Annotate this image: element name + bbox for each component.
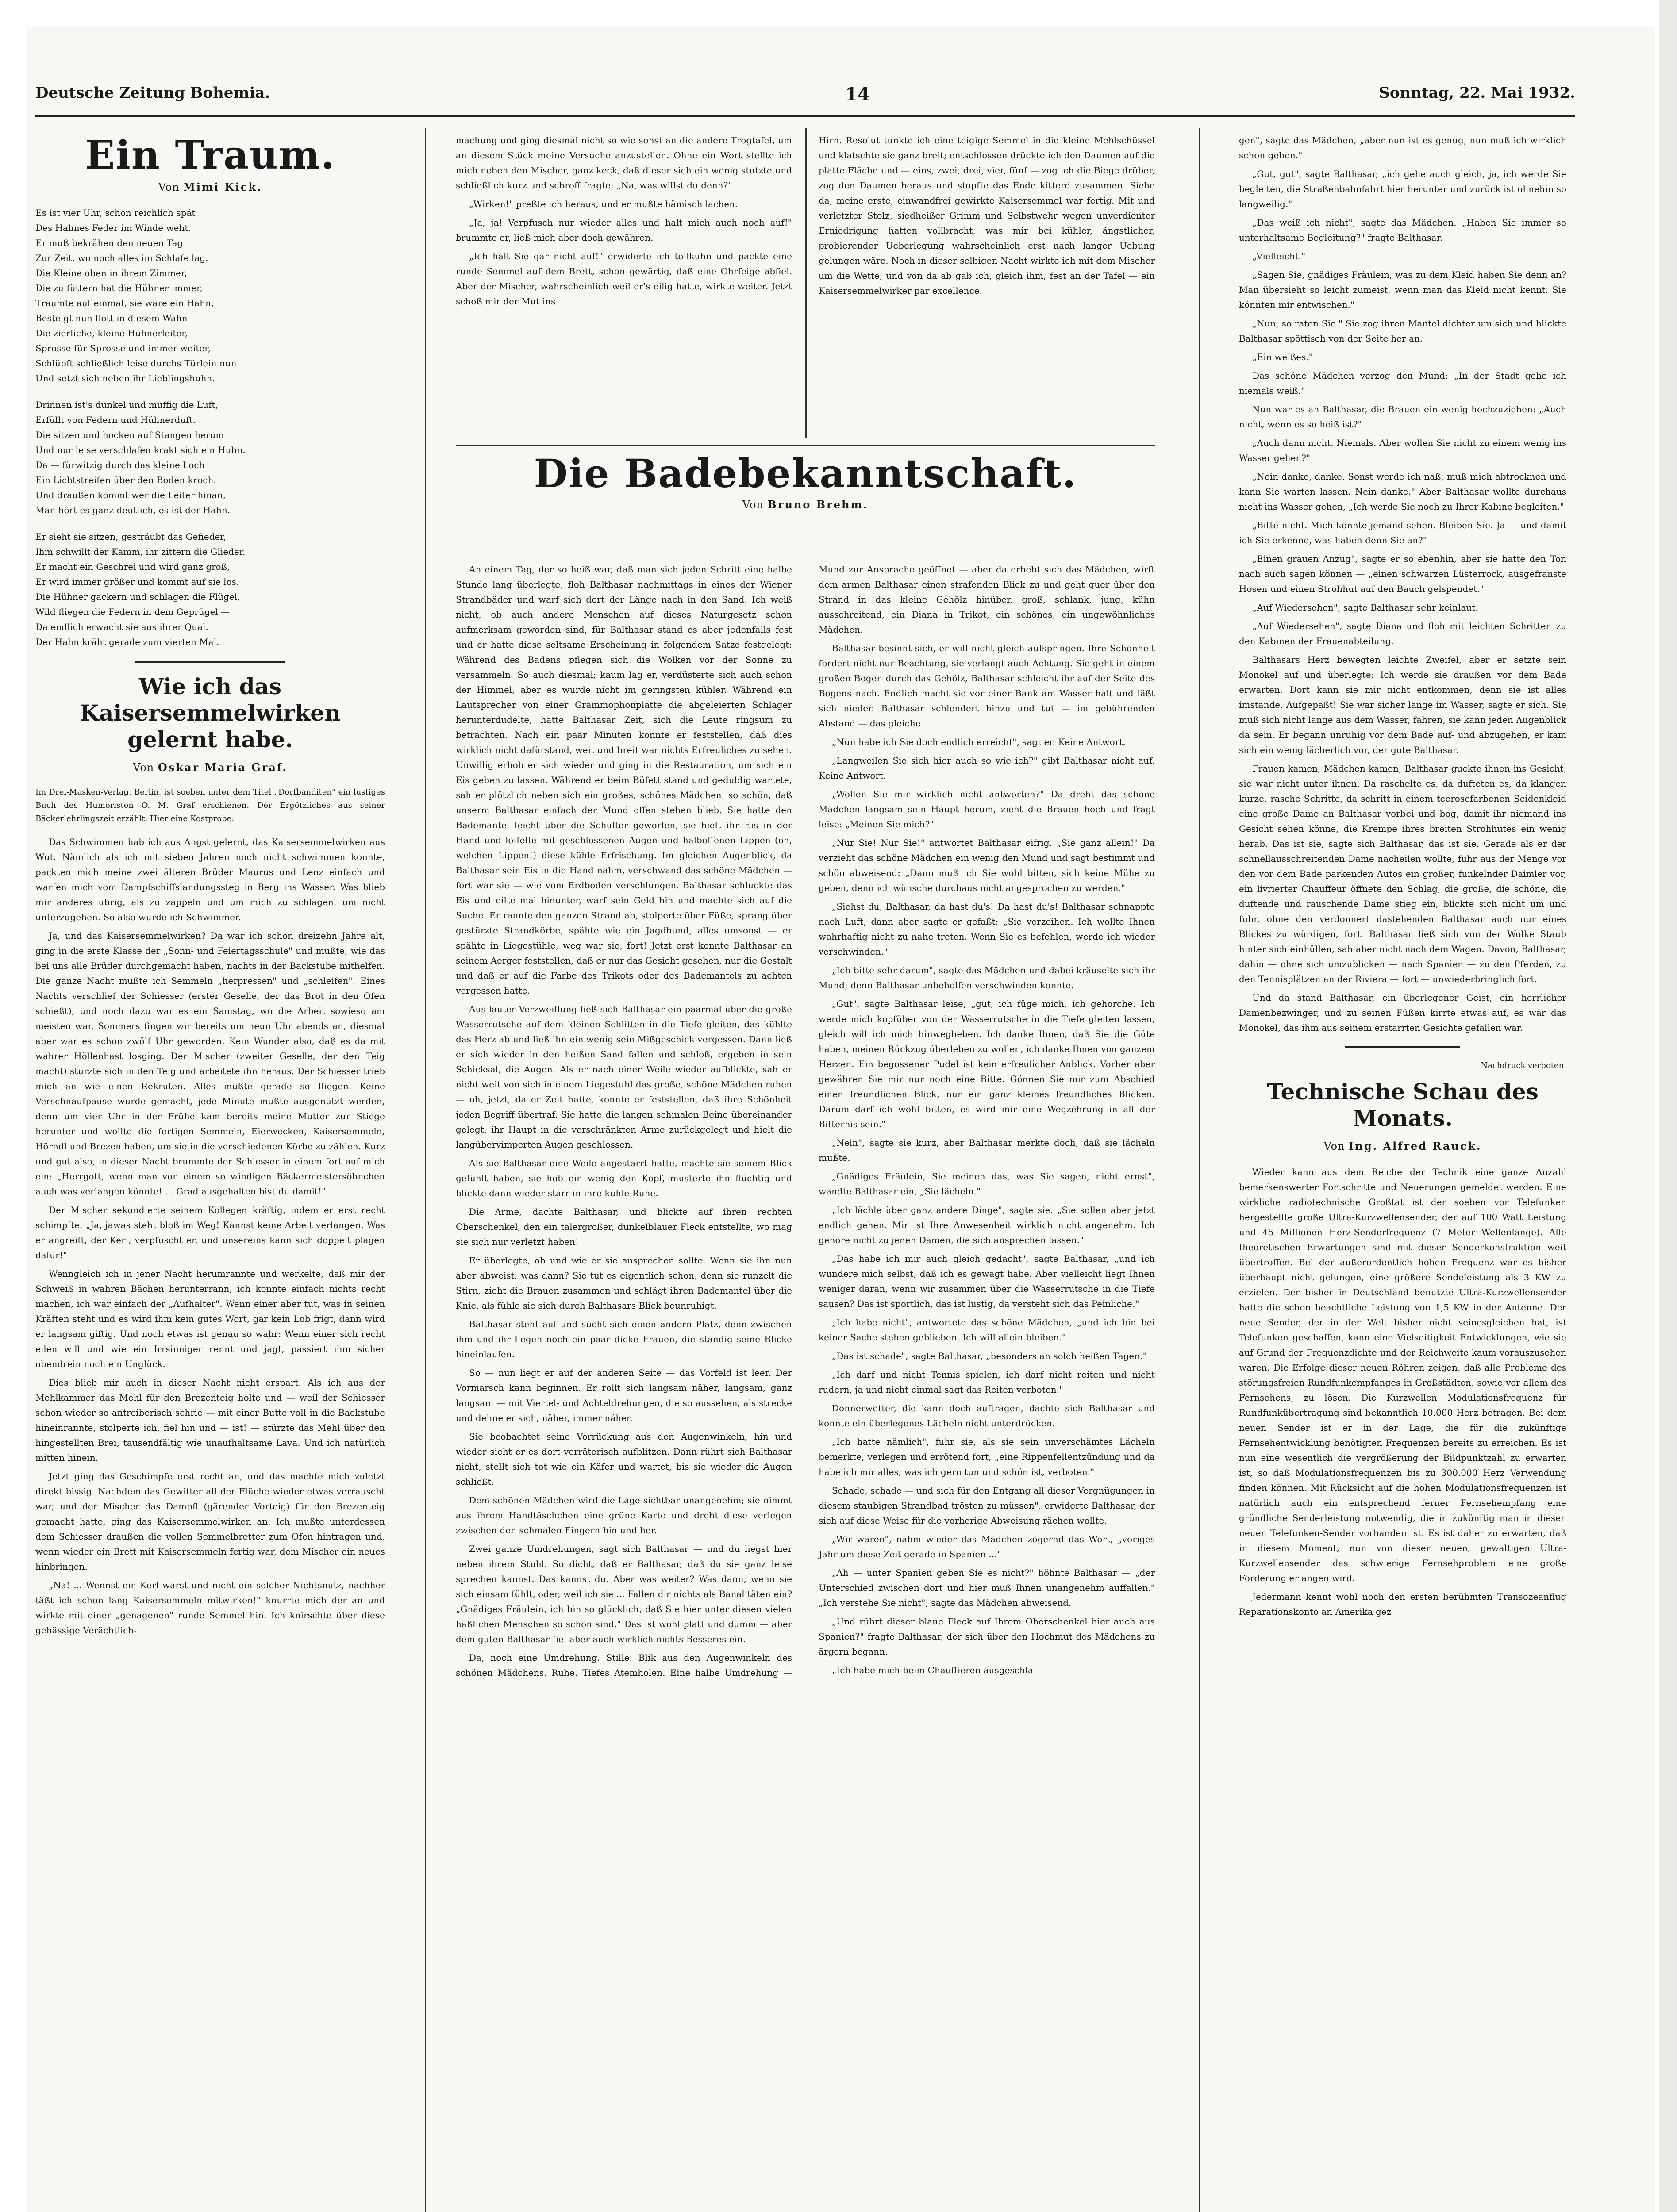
column-rule: [1199, 128, 1200, 2212]
poem-stanza: Drinnen ist's dunkel und muffig die Luft, Erfüllt von Federn und Hühnerduft. Die sitzen und hocken auf Stangen herum Und nur leise verschlafen krakt sich ein Huhn. Da — fürwitzig durch das kleine Loch Ein Lichtstreifen über den Boden kroch. Und draußen kommt wer die Leiter hinan, Man hört es ganz deutlich, es ist der Hahn.: [35, 399, 246, 515]
article-paragraph: „Na! ... Wennst ein Kerl wärst und nicht ein solcher Nichtsnutz, nachher täßt ich schon lang Kaisersemmeln mitwirken!" knurrte mich der an und wirkte mit einer „genagenen" runde Semmel hin. Ich knirschte über diese gehässige Verächtlich-: [35, 1580, 385, 1636]
story-paragraph: Balthasar steht auf und sucht sich einen andern Platz, denn zwischen ihm und ihr liegen noch ein paar dicke Frauen, die ständig seine Blicke hineinlaufen.: [456, 1319, 792, 1359]
story-paragraph: „Gut, gut", sagte Balthasar, „ich gehe auch gleich, ja, ich werde Sie begleiten, die Straßenbahnfahrt hier herunter und zurück ist ohnehin so langweilig.": [1239, 169, 1566, 209]
story-paragraph: „Nun habe ich Sie doch endlich erreicht", sagt er. Keine Antwort.: [832, 737, 1126, 747]
story-title: Die Badebekanntschaft.: [534, 450, 1077, 496]
story-header: [456, 451, 1155, 522]
article-paragraph: „Ja, ja! Verpfusch nur wieder alles und halt mich auch noch auf!" brummte er, ließ mich aber doch gewähren.: [456, 217, 792, 243]
article-paragraph: Ja, und das Kaisersemmelwirken? Da war ich schon dreizehn Jahre alt, ging in die erste Klasse der „Sonn- und Feiertagsschule" und mußte, wie das bei uns alle Brüder durchgemacht haben, nachts in der Backstube mithelfen. Die ganze Nacht mußte ich Semmeln „herpressen" und „schleifen". Eines Nachts verschlief der Schiesser (erster Geselle, der das Brot in den Ofen schießt), und noch dazu war es ein Samstag, wo die Arbeit sowieso am meisten war. Sommers fingen wir bereits um neun Uhr abends an, diesmal aber war es schon zwölf Uhr geworden. Kein Wunder also, daß es da mit wahrer Höllenhast losging. Der Mischer (zweiter Geselle, der den Teig macht) stürzte sich in den Teig und arbeitete ihn heraus. Der Schiesser trieb mich an wie einen Rekruten. Alles mußte gerade so fliegen. Keine Verschnaufpause wurde gemacht, jede Minute mußte ausgenützt werden, denn um vier Uhr in der Frühe kam bereits meine Mutter zur Stiege herunter und wollte die fertigen Semmeln, Eierwecken, Kaisersemmeln, Hörndl und Brezen haben, um sie in die verschiedenen Körbe zu zählen. Kurz und gut also, in dieser Nacht brummte der Schiesser in einem fort auf mich ein: „Herrgott, wenn man von einem so windigen Bäckermeistersöhnchen auch was verlangen könnte! ... Grad ausgehalten bist du damit!": [35, 930, 385, 1197]
article-paragraph: Jedermann kennt wohl noch den ersten berühmten Transozeanflug Reparationskonto an Amerika gez: [1239, 1591, 1566, 1617]
section-divider: [456, 445, 1155, 446]
story-byline: [456, 498, 1155, 511]
story-author: Bruno Brehm.: [767, 498, 869, 511]
story-paragraph: gen", sagte das Mädchen, „aber nun ist es genug, nun muß ich wirklich schon gehen.": [1239, 135, 1566, 161]
byline-prefix: Von: [742, 499, 764, 511]
poem-title: Ein Traum.: [85, 133, 335, 178]
article-paragraph: Hirn. Resolut tunkte ich eine teigige Semmel in die kleine Mehlschüssel und klatschte sie ganz breit; entschlossen drückte ich den Daumen auf die platte Fläche und — eins, zwei, drei, vier, fünf — zog ich die Biege drüber, zog den Daumen heraus und stopfte das Ende kitterd zusammen. Siehe da, meine erste, einwandfrei gewirkte Kaisersemmel war fertig. Mit und verletzter Stolz, siedheißer Grimm und Selbstwehr wegen unverdienter Erniedrigung hatten vollbracht, was mir bei kühler, ängstlicher, probierender Ueberlegung wahrscheinlich erst nach langer Uebung gelungen wäre. Noch in dieser selbigen Nacht wirkte ich mit dem Mischer um die Wette, und von da ab gab ich, gleich ihm, fest an der Tafel — ein Kaisersemmelwirker par excellence.: [819, 135, 1155, 296]
column-3: [819, 133, 1155, 442]
story-paragraph: „Ich lächle über ganz andere Dinge", sagte sie. „Sie sollen aber jetzt endlich gehen. Mir ist Ihre Anwesenheit wirklich nicht angenehm. Ich gehöre nicht zu jenen Damen, die sich ansprechen lassen.": [819, 1205, 1155, 1245]
story-paragraph: Das schöne Mädchen verzog den Mund: „In der Stadt gehe ich niemals weiß.": [1239, 370, 1566, 396]
story-paragraph: „Bitte nicht. Mich könnte jemand sehen. Bleiben Sie. Ja — und damit ich Sie erkenne, was haben denn Sie an?": [1239, 520, 1566, 545]
story-paragraph: „Ich darf und nicht Tennis spielen, ich darf nicht reiten und nicht rudern, ja und nicht einmal sagt das Reiten verboten.": [819, 1369, 1155, 1395]
article-paragraph: Der Mischer sekundierte seinem Kollegen kräftig, indem er erst recht schimpfte: „Ja, jawas steht bloß im Weg! Kannst keine Arbeit verlangen. Was er angreift, der Kerl, verpfuscht er, und unsereins kann sich doppelt plagen dafür!": [35, 1205, 385, 1260]
story-paragraph: Und da stand Balthasar, ein überlegener Geist, ein herrlicher Damenbezwinger, und zu seinen Füßen kirrte etwas auf, es war das Monokel, das ihm aus seinem erstarrten Gesichte gefallen war.: [1239, 992, 1566, 1033]
story-paragraph: „Wollen Sie mir wirklich nicht antworten?" Da dreht das schöne Mädchen langsam sein Haupt herum, zieht die Brauen hoch und fragt leise: „Meinen Sie mich?": [819, 789, 1155, 830]
story-paragraph: „Ich habe mich beim Chauffieren ausgeschla-: [832, 1665, 1036, 1675]
story-paragraph: Donnerwetter, die kann doch auftragen, dachte sich Balthasar und konnte ein überlegenes Lächeln nicht unterdrücken.: [819, 1403, 1155, 1429]
article-paragraph: Dies blieb mir auch in dieser Nacht nicht erspart. Als ich aus der Mehlkammer das Mehl für den Brezenteig holte und — weil der Schiesser schon wieder so antreiberisch schrie — mit einer Butte voll in die Backstube hineinrannte, stolperte ich, fiel hin und — ist! — stürzte das Mehl über den hingestellten Brei, tausendfältig wie unaufhaltsame Lava. Und ich natürlich mitten hinein.: [35, 1377, 385, 1463]
page-header: [35, 84, 1575, 117]
poem-author: Mimi Kick.: [183, 180, 262, 193]
story-paragraph: „Langweilen Sie sich hier auch so wie ich?" gibt Balthasar nicht auf. Keine Antwort.: [819, 755, 1155, 781]
column-4: [1239, 133, 1566, 2212]
column-1: [35, 133, 385, 2212]
story-paragraph: „Sagen Sie, gnädiges Fräulein, was zu dem Kleid haben Sie denn an? Man übersieht so leicht zumeist, wenn man das Kleid nicht kennt. Sie könnten mir entwischen.": [1239, 269, 1566, 310]
story-paragraph: „Ich bitte sehr darum", sagte das Mädchen und dabei kräuselte sich ihr Mund; denn Balthasar unbeholfen verschwinden konnte.: [819, 965, 1155, 991]
poem-stanza: Er sieht sie sitzen, gesträubt das Gefieder, Ihm schwillt der Kamm, ihr zittern die Glieder. Er macht ein Geschrei und wird ganz groß, Er wird immer größer und kommt auf sie los. Die Hühner gackern und schlagen die Flügel, Wild fliegen die Federn in dem Geprügel — Da endlich erwacht sie aus ihrer Qual. Der Hahn kräht gerade zum vierten Mal.: [35, 531, 246, 647]
story-paragraph: „Ah — unter Spanien geben Sie es nicht?" höhnte Balthasar — „der Unterschied zwischen dort und hier muß Ihnen unangenehm auffallen." „Ich verstehe Sie nicht", sagte das Mädchen abweisend.: [819, 1567, 1155, 1608]
article-author: Oskar Maria Graf.: [158, 761, 288, 774]
article-intro: Im Drei-Masken-Verlag, Berlin, ist soeben unter dem Titel „Dorfbanditen" ein lustiges Buch des Humoristen O. M. Graf erschienen. Der Ergötzliches aus seiner Bäckerlehrlingszeit erzählt. Hier eine Kostprobe:: [35, 787, 385, 823]
story-paragraph: „Ich hatte nämlich", fuhr sie, als sie sein unverschämtes Lächeln bemerkte, verlegen und errötend fort, „eine Rippenfellentzündung und da habe ich mir alles, was ich gern tun und schön ist, verboten.": [819, 1436, 1155, 1477]
story-paragraph: Aus lauter Verzweiflung ließ sich Balthasar ein paarmal über die große Wasserrutsche auf dem kleinen Schlitten in die Tiefe gleiten, das kühlte das Herz ab und ließ ihn ein wenig sein Mißgeschick vergessen. Dann ließ er sich wieder in den heißen Sand fallen und schloß, ergeben in sein Schicksal, die Augen. Als er nach einer Weile wieder aufblickte, sah er nicht weit von sich in einem Liegestuhl das große, schöne Mädchen ruhen — oh, jetzt, da er Zeit hatte, konnte er feststellen, daß ihre Schönheit jeden Begriff übertraf. Sie hatte die langen schmalen Beine übereinander gelegt, ihr Haupt in die verschränkten Arme zurückgelegt und hielt die langübervimperten Augen geschlossen.: [456, 1004, 792, 1150]
newspaper-page: [27, 27, 1655, 2212]
story-paragraph: Da, noch eine Umdrehung. Stille. Blik aus den Augenwinkeln des schönen Mädchens. Ruhe. Tiefes Atemholen. Eine halbe Umdrehung — Mund zur Ansprache geöffnet — aber da erhebt sich das Mädchen, wirft dem armen Balthasar einen strafenden Blick zu und geht quer über den Strand in das kleine Gehölz hinüber, groß, schlank, jung, kühn ausschreitend, ein Diana in Trikot, ein schönes, ein ungewöhnliches Mädchen.: [456, 564, 1155, 1678]
tech-author: Ing. Alfred Rauck.: [1349, 1140, 1482, 1152]
byline-prefix: Von: [1323, 1140, 1345, 1152]
story-paragraph: Die Arme, dachte Balthasar, und blickte auf ihren rechten Oberschenkel, den ein talergroßer, dunkelblauer Fleck entstellte, wo mag sie sich nur verletzt haben!: [456, 1206, 792, 1247]
article-paragraph: Wenngleich ich in jener Nacht herumrannte und werkelte, daß mir der Schweiß in wahren Bächen herunterrann, ich konnte einfach nichts recht machen, ich war einfach der „Aufhalter". Wenn einer aber tut, was in seinen Kräften steht und es wird ihm kein gutes Wort, gar kein Lob frigt, dann wird er langsam giftig. Und noch etwas ist genau so wahr: Wenn einer sich recht eilen will und wie ein Irrsinniger rennt und jagt, passiert ihm sicher obendrein noch ein Unglück.: [35, 1268, 385, 1369]
story-paragraph: „Siehst du, Balthasar, da hast du's! Da hast du's! Balthasar schnappte nach Luft, dann aber sagte er gefaßt: „Sie verzeihen. Ich wollte Ihnen wahrhaftig nicht zu nahe treten. Wenn Sie es befehlen, werde ich wieder verschwinden.": [819, 901, 1155, 957]
newspaper-name: Deutsche Zeitung Bohemia.: [35, 84, 270, 102]
poem-byline: [35, 180, 385, 195]
story-paragraph: Balthasars Herz bewegten leichte Zweifel, aber er setzte sein Monokel auf und überlegte: Ich werde sie draußen vor dem Bade erwarten. Dort kann sie mir nicht entkommen, denn sie ist alles imstande. Aufgepaßt! Sie war sicher lange im Wasser, sagte er sich. Sie muß sich nicht lange aus dem Wasser, fahren, sie kann jeden Augenblick da sein. Er begann unruhig vor dem Bade auf- und abzugehen, er kam sich ein wenig lächerlich vor, der gute Balthasar.: [1239, 654, 1566, 755]
article-byline: [35, 760, 385, 775]
story-paragraph: „Ein weißes.": [1252, 352, 1313, 362]
story-paragraph: Er überlegte, ob und wie er sie ansprechen sollte. Wenn sie ihn nun aber abweist, was dann? Sie tut es eigentlich schon, denn sie runzelt die Stirn, zieht die Brauen zusammen und schlägt ihren Bademantel über die Knie, als fühle sie sich durch Balthasars Blick beunruhigt.: [456, 1255, 792, 1311]
story-paragraph: „Auch dann nicht. Niemals. Aber wollen Sie nicht zu einem wenig ins Wasser gehen?": [1239, 438, 1566, 463]
article-paragraph: „Ich halt Sie gar nicht auf!" erwiderte ich tollkühn und packte eine runde Semmel auf dem Brett, schon gewärtig, daß eine Ohrfeige abfiel. Aber der Mischer, wahrscheinlich weil er's eilig hatte, wirkte weiter. Jetzt schoß mir der Mut ins: [456, 251, 792, 307]
byline-prefix: Von: [133, 761, 154, 774]
story-paragraph: „Gnädiges Fräulein, Sie meinen das, was Sie sagen, nicht ernst", wandte Balthasar ein, „Sie lächeln.": [819, 1171, 1155, 1197]
article-paragraph: Wieder kann aus dem Reiche der Technik eine ganze Anzahl bemerkenswerter Fortschritte und Neuerungen gemeldet werden. Eine wirkliche radiotechnische Großtat ist der soeben vor Telefunken hergestellte große Ultra-Kurzwellensender, der auf 100 Watt Leistung und 45 Millionen Herz-Senderfrequenz (7 Meter Wellenlänge). Alle theoretischen Erwartungen sind mit dieser Senderkonstruktion weit übertroffen. Bei der außerordentlich hohen Frequenz war es bisher überhaupt nicht gelungen, eine größere Sendeleistung als 3 KW zu erzielen. Der bisher in Deutschland benutzte Ultra-Kurzwellensender hatte die schon beachtliche Leistung von 1,5 KW in der Antenne. Der neue Sender, der in der Welt bisher nicht seinesgleichen hat, ist Telefunken geschaffen, kann eine Vielseitigkeit Entwicklungen, wie sie auf Grund der Frequenzdichte und der Reichweite kaum vorauszusehen waren. Die Erfolge dieser neuen Röhren zeigen, daß alle Probleme des störungsfreien Rundfunkempfanges in Großstädten, sowie vor allem des Fernsehens, zu lösen. Die Kurzwellen Modulationsfrequenz für Rundfunkübertragung sind bekanntlich 10.000 Herz betragen. Bei dem neuen Sender ist er in der Lage, die für die zukünftige Fernsehentwicklung benötigten Frequenzen bereits zu erreichen. Es ist nun eine wesentlich die vergrößerung der Bildpunktzahl zu erwarten ist, so daß Modulationsfrequenzen bis zu 300.000 Herz Verwendung finden können. Mit Rücksicht auf die hohen Modulationsfrequenzen ist natürlich auch ein entsprechend ferner Fernsehempfang eine gründliche Senderleistung notwendig, die in zukünftig man in diesen neuen Telefunken-Sender vorhanden ist. Es ist daher zu erwarten, daß in diesem Moment, nun von dieser neuen, gewaltigen Ultra-Kurzwellensender das schwierige Fernsehproblem eine große Förderung erlangen wird.: [1239, 1167, 1566, 1583]
story-paragraph: Schade, schade — und sich für den Entgang all dieser Vergnügungen in diesem staubigen Strandbad trösten zu müssen", erwiderte Balthasar, der sich auf diese Weise für die vorherige Abweisung rächen wollte.: [819, 1485, 1155, 1526]
story-paragraph: „Nun, so raten Sie." Sie zog ihren Mantel dichter um sich und blickte Balthasar spöttisch von der Seite her an.: [1239, 318, 1566, 344]
story-paragraph: „Auf Wiedersehen", sagte Balthasar sehr keinlaut.: [1252, 602, 1478, 613]
story-paragraph: So — nun liegt er auf der anderen Seite — das Vorfeld ist leer. Der Vormarsch kann beginnen. Er rollt sich langsam näher, langsam, ganz langsam — mit Viertel- und Achteldrehungen, die so aussehen, als strecke und dehne er sich, näher, immer näher.: [456, 1367, 792, 1423]
tech-byline: [1239, 1139, 1566, 1154]
story-paragraph: Zwei ganze Umdrehungen, sagt sich Balthasar — und du liegst hier neben ihrem Stuhl. So dicht, daß er Balthasar, daß du sie ganz leise sprechen kannst. Das kannst du. Aber was weiter? Was dann, wenn sie sich einsam fühlt, oder, weil ich sie ... Fallen dir nichts als Banalitäten ein? „Gnädiges Fräulein, ich bin so glücklich, daß Sie hier unter diesen vielen häßlichen Menschen so schön sind." Das ist wohl platt und dumm — aber dem guten Balthasar fiel aber auch wirklich nichts Besseres ein.: [456, 1544, 792, 1644]
section-divider: [135, 661, 285, 663]
story-paragraph: Nun war es an Balthasar, die Brauen ein wenig hochzuziehen: „Auch nicht, wenn es so heiß ist?": [1239, 404, 1566, 430]
story-continuation: [1239, 133, 1566, 1035]
column-2: [456, 133, 792, 442]
story-paragraph: „Auf Wiedersehen", sagte Diana und floh mit leichten Schritten zu den Kabinen der Frauenabteilung.: [1239, 621, 1566, 646]
story-paragraph: „Nein danke, danke. Sonst werde ich naß, muß mich abtrocknen und kann Sie warten lassen. Nein danke." Aber Balthasar wollte durchaus nicht ins Wasser gehen, „Ich werde Sie noch zu Ihrer Kabine begleiten.": [1239, 471, 1566, 512]
story-paragraph: „Das weiß ich nicht", sagte das Mädchen. „Haben Sie immer so unterhaltsame Begleitung?" fragte Balthasar.: [1239, 217, 1566, 243]
story-paragraph: Balthasar besinnt sich, er will nicht gleich aufspringen. Ihre Schönheit fordert nicht nur Beachtung, sie verlangt auch Achtung. Sie geht in einem großen Bogen durch das Gehölz, Balthasar schleicht ihr auf der Seite des Bogens nach. Endlich macht sie vor einer Bank am Wasser halt und läßt sich nieder. Balthasar schlendert hinzu und tut — im gebührenden Abstand — das gleiche.: [819, 643, 1155, 729]
story-paragraph: Als sie Balthasar eine Weile angestarrt hatte, machte sie seinem Blick gefühlt haben, sie hob ein wenig den Kopf, musterte ihn flüchtig und blickte dann wieder starr in ihre kühle Ruhe.: [456, 1158, 792, 1198]
page-edge: [1659, 0, 1677, 2212]
article-paragraph: „Wirken!" preßte ich heraus, und er mußte hämisch lachen.: [469, 199, 738, 209]
story-paragraph: „Und rührt dieser blaue Fleck auf Ihrem Oberschenkel hier auch aus Spanien?" fragte Balthasar, der sich über den Hochmut des Mädchens zu ärgern begann.: [819, 1616, 1155, 1657]
story-body: [456, 562, 1155, 2212]
page-number: 14: [845, 84, 870, 105]
reprint-notice: Nachdruck verboten.: [1481, 1061, 1566, 1070]
story-paragraph: Sie beobachtet seine Vorrückung aus den Augenwinkeln, hin und wieder sieht er es dort verräterisch aufblitzen. Dann rührt sich Balthasar nicht, stellt sich tot wie ein Käfer und wartet, bis sie wieder die Augen schließt.: [456, 1431, 792, 1487]
story-paragraph: „Ich habe nicht", antwortete das schöne Mädchen, „und ich bin bei keiner Sache stehen geblieben. Ich will allein bleiben.": [819, 1317, 1155, 1343]
story-paragraph: Frauen kamen, Mädchen kamen, Balthasar guckte ihnen ins Gesicht, sie war nicht unter ihnen. Da raschelte es, da dufteten es, da klangen kurze, rasche Schritte, da schritt in einem teerosefarbenen Seidenkleid eine große Dame an Balthasar vorbei und bog, damit ihr niemand ins Gesicht sehen könne, die Krempe ihres breiten Strohhutes ein wenig herab. Das ist sie, sagte sich Balthasar, das ist sie. Gerade als er der schnellausschreitenden Dame nacheilen wollte, fuhr aus der Menge vor den vor dem Bade parkenden Autos ein großer, funkelnder Daimler vor, ein livrierter Chauffeur öffnete den Schlag, die große, die schöne, die duftende und rauschende Dame stieg ein, blickte sich nicht um und fuhr, ohne den verdonnert dastehenden Balthasar auch nur eines Blickes zu würdigen, fort. Balthasar ließ sich von der Wolke Staub hinter sich einhüllen, sah aber nicht nach dem Wagen. Davon, Balthasar, dahin — ohne sich umzublicken — nach Spanien — zu den Pferden, zu den Tennisplätzen an der Riviera — fort — unwiederbringlich fort.: [1239, 763, 1566, 984]
article-paragraph: Das Schwimmen hab ich aus Angst gelernt, das Kaisersemmelwirken aus Wut. Nämlich als ich mit sieben Jahren noch nicht schwimmen konnte, packten mich meine zwei älteren Brüder Maurus und Lenz einfach und warfen mich vom Dampfschiffslandungssteg in Berg ins Wasser. Was blieb mir anderes übrig, als zu zappeln und um mich zu schlagen, um nicht unterzugehen. So also wurde ich Schwimmer.: [35, 837, 385, 922]
story-paragraph: „Vielleicht.": [1252, 251, 1306, 261]
story-paragraph: „Einen grauen Anzug", sagte er so ebenhin, aber sie hatte den Ton nach auch sagen können — „einen schwarzen Lüsterrock, ausgefranste Hosen und einen Strohhut auf den Bauch gelspendet.": [1239, 553, 1566, 594]
story-paragraph: „Wir waren", nahm wieder das Mädchen zögernd das Wort, „voriges Jahr um diese Zeit gerade in Spanien ...": [819, 1534, 1155, 1559]
article-title: Wie ich das Kaisersemmelwirken gelernt habe.: [80, 673, 341, 753]
section-divider: [1345, 1046, 1460, 1048]
byline-prefix: Von: [158, 181, 180, 193]
story-paragraph: „Nein", sagte sie kurz, aber Balthasar merkte doch, daß sie lächeln mußte.: [819, 1137, 1155, 1163]
article-paragraph: Jetzt ging das Geschimpfe erst recht an, und das machte mich zuletzt direkt bissig. Nachdem das Gewitter all der Flüche wieder etwas verrauscht war, und der Mischer das Dampfl (gärender Vorteig) für den Brezenteig gemacht hatte, ging das Kaisersemmelwirken an. Ich mußte unterdessen dem Schiesser draußen die vollen Semmelbretter zum Ofen hintragen und, wenn wieder ein Brett mit Kaisersemmeln fertig war, dem Mischer ein neues hinbringen.: [35, 1471, 385, 1572]
poem-stanza: Es ist vier Uhr, schon reichlich spät Des Hahnes Feder im Winde weht. Er muß bekrähen den neuen Tag Zur Zeit, wo noch alles im Schlafe lag. Die Kleine oben in ihrem Zimmer, Die zu füttern hat die Hühner immer, Träumte auf einmal, sie wäre ein Hahn, Besteigt nun flott in diesem Wahn Die zierliche, kleine Hühnerleiter, Sprosse für Sprosse und immer weiter, Schlüpft schließlich leise durchs Türlein nun Und setzt sich neben ihr Lieblingshuhn.: [35, 207, 237, 384]
issue-date: Sonntag, 22. Mai 1932.: [1379, 84, 1575, 102]
story-paragraph: „Gut", sagte Balthasar leise, „gut, ich füge mich, ich gehorche. Ich werde mich kopfüber von der Wasserrutsche in die Tiefe gleiten lassen, gleich will ich mich hinwegheben. Ich danke Ihnen, daß Sie die Güte haben, meinen Rückzug überleben zu wollen, ich danke Ihnen von ganzem Herzen. Ein begossener Pudel ist kein erfreulicher Anblick. Vorher aber gewähren Sie mir nur noch eine Bitte. Gönnen Sie mir zum Abschied einen freundlichen Blick, nur ein ganz kleines freundliches Blicken. Darum darf ich wohl bitten, es wird mir eine Wegzehrung in all der Bitternis sein.": [819, 998, 1155, 1129]
article-paragraph: machung und ging diesmal nicht so wie sonst an die andere Trogtafel, um an diesem Stück meine Versuche anzustellen. Ohne ein Wort stellte ich mich neben den Mischer, ganz keck, daß dieser sich ein wenig stutzte und schließlich kurz und schroff fragte: „Na, was willst du denn?": [456, 135, 792, 191]
story-paragraph: „Nur Sie! Nur Sie!" antwortet Balthasar eifrig. „Sie ganz allein!" Da verzieht das schöne Mädchen ein wenig den Mund und sagt bestimmt und schön abweisend: „Dann muß ich Sie wohl bitten, sich keine Mühe zu geben, denn ich wünsche durchaus nicht angesprochen zu werden.": [819, 837, 1155, 893]
story-paragraph: An einem Tag, der so heiß war, daß man sich jeden Schritt eine halbe Stunde lang überlegte, floh Balthasar nachmittags in eines der Wiener Strandbäder und warf sich dort der Länge nach in den Sand. Ich weiß nicht, ob auch andere Menschen auf dieses Naturgesetz schon aufmerksam geworden sind, für Balthasar stand es aber jedenfalls fest und er hatte diese seltsame Erscheinung in folgendem Satze festgelegt: Während des Badens pflegen sich die Wolken vor der Sonne zu versammeln. So auch diesmal; kaum lag er, verdüsterte sich auch schon der Himmel, aber es wurde nicht im geringsten kühler. Während ein Lautsprecher von einer Grammophonplatte die abgeleierten Schlager herunterdudelte, hatte Balthasar Zeit, sich die Leute ringsum zu betrachten. Nach ein paar Minuten konnte er feststellen, daß dies wirklich nicht dafürstand, weit und breit war nichts Erfreuliches zu sehen. Unwillig erhob er sich wieder und ging in die Restauration, um sich ein Eis geben zu lassen. Während er beim Büfett stand und geduldig wartete, sah er plötzlich neben sich ein großes, schönes Mädchen, so schön, daß unserm Balthasar einfach der Mund offen stehen blieb. Sie hatte den Bademantel leicht über die Schulter geworfen, sie hielt ihr Eis in der Hand und löffelte mit geschlossenen Augen und halboffenen Lippen (oh, welchen Lippen!) diese kühle Erfrischung. Im gleichen Augenblick, da Balthasar sein Eis in die Hand nahm, verschwand das schöne Mädchen — fort war sie — wie vom Erdboden verschlungen. Balthasar schluckte das Eis und eilte mal hinunter, warf sein Geld hin und machte sich auf die Suche. Er rannte den ganzen Strand ab, stolperte über Füße, sprang über gestürzte Strandkörbe, spähte wie ein Jagdhund, alles umsonst — er spähte in Liegestühle, weg war sie, fort! Jetzt erst konnte Balthasar an seinem Aerger feststellen, daß er nur das Gesicht gesehen, nur die Gestalt und daß er auf die Farbe des Trikots oder des Bademantels zu achten vergessen hatte.: [456, 564, 792, 996]
story-paragraph: „Das habe ich mir auch gleich gedacht", sagte Balthasar, „und ich wundere mich selbst, daß ich es gewagt habe. Aber vielleicht liegt Ihnen weniger daran, wenn wir zusammen über die Wasserrutsche in die Tiefe sausen? Das ist sportlich, das ist lustig, da versteht sich das Peinliche.": [819, 1253, 1155, 1309]
story-paragraph: „Das ist schade", sagte Balthasar, „besonders an solch heißen Tagen.": [832, 1351, 1147, 1361]
column-rule: [805, 128, 807, 438]
poem-text: [35, 205, 385, 649]
story-paragraph: Dem schönen Mädchen wird die Lage sichtbar unangenehm; sie nimmt aus ihrem Handtäschchen eine grüne Karte und dreht diese verlegen zwischen den schmalen Fingern hin und her.: [456, 1495, 792, 1536]
tech-title: Technische Schau des Monats.: [1267, 1079, 1539, 1131]
column-rule: [425, 128, 426, 2212]
